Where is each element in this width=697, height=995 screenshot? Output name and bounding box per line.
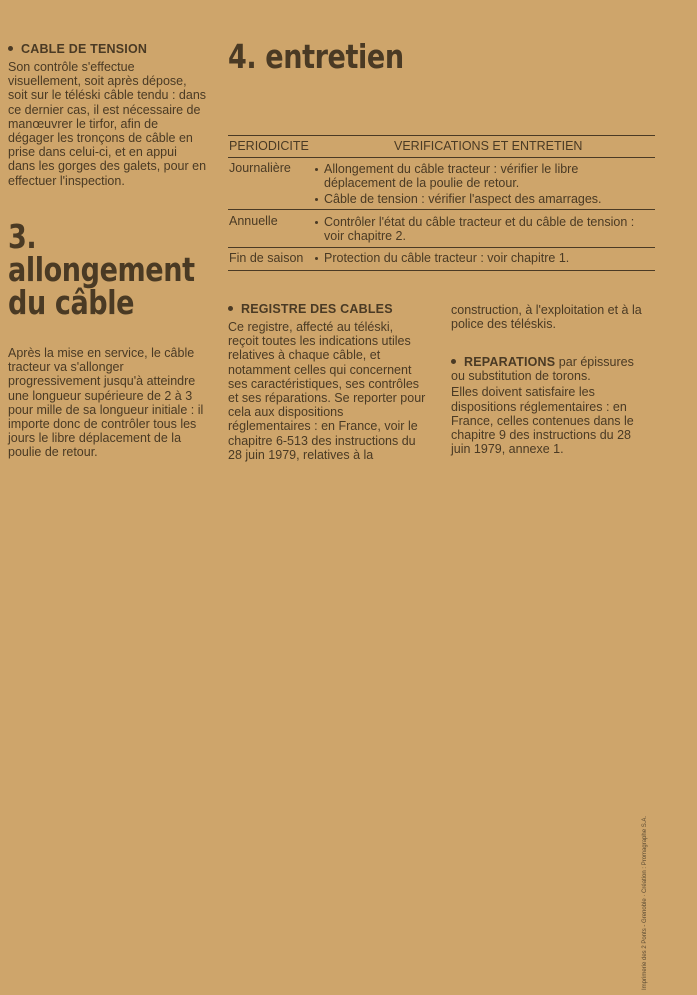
section3-text: Après la mise en service, le câble tracteur va s'allonger progressivement jusqu'à atteindre une longueur supérieure de 2 à 3 pour mille de sa longueur initiale : il importe donc de contrôler tous les jours le libre déplacement de la poulie de retour.: [8, 346, 204, 460]
table-rule-row1: [228, 209, 655, 210]
cable-tension-heading: CABLE DE TENSION: [8, 42, 223, 56]
section3-title: 3. allongement du câble: [8, 217, 195, 322]
maintenance-table: [228, 135, 655, 275]
imprint-text: Imprimerie des 2 Ponts - Grenoble · Création : Promagraphe S.A.: [642, 815, 648, 990]
row1-item2: Câble de tension : vérifier l'aspect des amarrages.: [314, 192, 602, 206]
reparations-text: Elles doivent satisfaire les dispositions réglementaires : en France, celles contenues dans le chapitre 9 des instructions du 28 juin 1979, annexe 1.: [451, 385, 634, 457]
bullet-icon: [451, 359, 456, 364]
section4-title: 4. entretien: [228, 37, 404, 76]
row2-item1: Contrôler l'état du câble tracteur et du câble de tension : voir chapitre 2.: [314, 215, 634, 243]
section3-block: [8, 217, 223, 322]
table-rule-bottom: [228, 270, 655, 271]
cable-tension-block: [8, 42, 223, 188]
bullet-icon: [315, 221, 318, 224]
reparations-heading: REPARATIONS: [464, 355, 556, 369]
section3-text-block: [8, 346, 223, 460]
reparations-heading-line: [451, 355, 671, 383]
reparations-block: [451, 355, 671, 456]
reparations-heading-rest: par épissures ou substitution de torons.: [451, 355, 634, 384]
registre-text-col2: construction, à l'exploitation et à la police des téléskis.: [451, 303, 642, 332]
row-period-journaliere: Journalière: [229, 161, 291, 175]
bullet-icon: [315, 198, 318, 201]
bullet-icon: [315, 168, 318, 171]
table-rule-header: [228, 157, 655, 158]
bullet-icon: [315, 257, 318, 260]
row3-item1: Protection du câble tracteur : voir chapitre 1.: [314, 251, 569, 265]
header-periodicite: PERIODICITE: [229, 139, 309, 153]
registre-text-col1: Ce registre, affecté au téléski, reçoit toutes les indications utiles relatives à chaque câble, et notamment celles qui concernent ses caractéristiques, ses contrôles et ses réparations. Se reporter pour cela aux dispositions réglementaires : en France, voir le chapitre 6-513 des instructions du 28 juin 1979, relatives à la: [228, 320, 426, 462]
table-rule-row2: [228, 247, 655, 248]
registre-cont-block: [451, 303, 666, 331]
row1-item1: Allongement du câble tracteur : vérifier le libre déplacement de la poulie de retour.: [314, 162, 578, 190]
bullet-icon: [228, 306, 233, 311]
table-rule-top: [228, 135, 655, 136]
registre-heading: REGISTRE DES CABLES: [228, 302, 443, 316]
cable-tension-text: Son contrôle s'effectue visuellement, soit après dépose, soit sur le téléski câble tendu : dans ce dernier cas, il est nécessaire de manœuvrer le tirfor, afin de dégager les tronçons de câble en prise dans celui-ci, et en appui dans les gorges des galets, pour en effectuer l'inspection.: [8, 60, 207, 188]
section4-title-block: [228, 37, 442, 76]
bullet-icon: [8, 46, 13, 51]
row-period-annuelle: Annuelle: [229, 214, 278, 228]
registre-block: [228, 302, 443, 462]
row-period-fin-de-saison: Fin de saison: [229, 251, 304, 265]
header-verifications: VERIFICATIONS ET ENTRETIEN: [394, 139, 583, 153]
